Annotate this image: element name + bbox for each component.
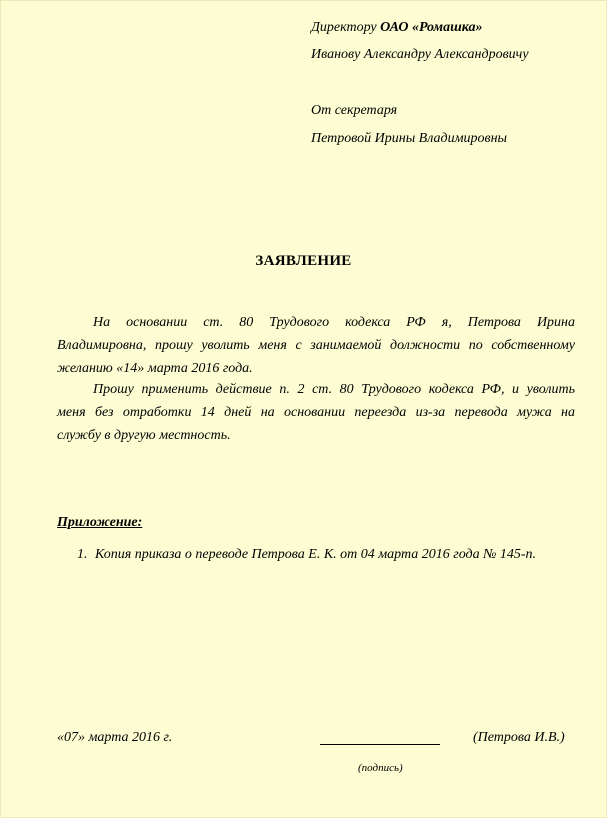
paragraph-line: службу в другую местность. [57,428,231,443]
addressee-line [311,20,483,36]
addressee-company: ОАО «Ромашка» [380,20,483,35]
attachment-item [77,546,536,564]
signature-caption: (подпись) [358,762,403,774]
sender-name: Петровой Ирины Владимировны [311,131,508,146]
paragraph-line: меня без отработки 14 дней на основании переезда из-за перевода мужа на [57,405,575,420]
attachment-number: 1. [77,547,88,562]
paragraph-line: На основании ст. 80 Трудового кодекса РФ я, Петрова Ирина [93,315,575,330]
body-paragraph-2 [57,378,575,447]
body-paragraph-1 [57,311,575,380]
document-date: «07» марта 2016 г. [57,730,173,745]
paragraph-line: Прошу применить действие п. 2 ст. 80 Трудового кодекса РФ, и уволить [93,382,575,397]
addressee-position: Директору [311,20,381,35]
addressee-name: Иванову Александру Александровичу [311,47,529,62]
document-title: ЗАЯВЛЕНИЕ [255,253,352,269]
attachments-heading: Приложение: [57,515,143,530]
paragraph-line: желанию «14» марта 2016 года. [57,361,253,376]
signature-line [320,744,440,745]
sender-label: От секретаря [311,103,398,118]
paragraph-line: Владимировна, прошу уволить меня с занимаемой должности по собственному [57,338,575,353]
signature-name: (Петрова И.В.) [473,730,565,745]
attachment-text: Копия приказа о переводе Петрова Е. К. от 04 марта 2016 года № 145-п. [95,547,536,562]
